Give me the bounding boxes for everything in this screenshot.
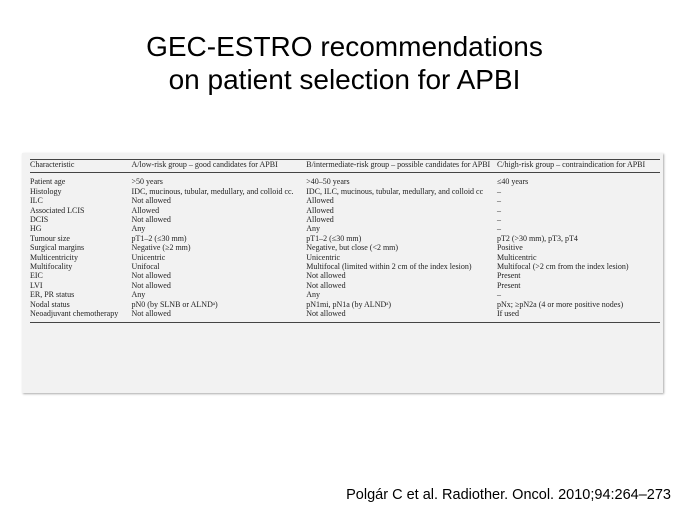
cell-group-a: Negative (≥2 mm) [131, 243, 191, 253]
cell-group-b: Negative, but close (<2 mm) [306, 243, 399, 253]
cell-group-b: Not allowed [306, 280, 346, 290]
cell-group-a: Not allowed [131, 309, 171, 319]
cell-group-c: Present [496, 271, 521, 281]
cell-group-a: >50 years [131, 177, 163, 187]
cell-group-c: – [496, 186, 501, 196]
table-row [30, 206, 660, 215]
cell-group-c: Multifocal (>2 cm from the index lesion) [496, 262, 629, 272]
cell-group-b: >40–50 years [306, 177, 350, 187]
cell-group-c: pT2 (>30 mm), pT3, pT4 [496, 233, 578, 243]
cell-group-b: Allowed [306, 196, 334, 206]
table-row [30, 173, 660, 187]
cell-group-b: IDC, ILC, mucinous, tubular, medullary, and colloid cc [306, 186, 484, 196]
cell-group-c: ≤40 years [496, 177, 529, 187]
cell-characteristic: EIC [30, 271, 43, 281]
cell-characteristic: Tumour size [30, 233, 70, 243]
table-row [30, 196, 660, 205]
cell-characteristic: ER, PR status [30, 290, 75, 300]
cell-group-a: Not allowed [131, 280, 171, 290]
cell-group-a: pN0 (by SLNB or ALNDᵃ) [131, 299, 218, 309]
header-group-b: B/intermediate-risk group – possible candidates for APBI [306, 160, 497, 173]
table-image [22, 153, 663, 393]
citation: Polgár C et al. Radiother. Oncol. 2010;94:264–273 [346, 487, 671, 503]
cell-group-c: – [496, 224, 501, 234]
table-row [30, 290, 660, 299]
cell-group-a: Unicentric [131, 252, 166, 262]
cell-group-a: Not allowed [131, 215, 171, 225]
cell-characteristic: Histology [30, 186, 62, 196]
cell-group-c: If used [496, 309, 519, 319]
table-row [30, 271, 660, 280]
cell-group-c: – [496, 215, 501, 225]
table-row [30, 253, 660, 262]
table-row [30, 234, 660, 243]
title-line-2: on patient selection for APBI [168, 64, 521, 95]
table-row [30, 243, 660, 252]
cell-group-a: Any [131, 224, 146, 234]
table-row [30, 215, 660, 224]
cell-group-c: Positive [496, 243, 523, 253]
cell-group-c: pNx; ≥pN2a (4 or more positive nodes) [496, 299, 624, 309]
criteria-table [30, 159, 660, 323]
cell-group-b: Any [306, 290, 321, 300]
table-row [30, 187, 660, 196]
cell-group-b: pN1mi, pN1a (by ALNDᵃ) [306, 299, 392, 309]
table-row [30, 281, 660, 290]
cell-group-b: Unicentric [306, 252, 341, 262]
cell-characteristic: Patient age [30, 177, 66, 187]
cell-group-b: Multifocal (limited within 2 cm of the index lesion) [306, 262, 472, 272]
cell-characteristic: Neoadjuvant chemotherapy [30, 309, 119, 319]
cell-group-a: Allowed [131, 205, 160, 215]
cell-characteristic: Associated LCIS [30, 205, 85, 215]
cell-characteristic: Surgical margins [30, 243, 85, 253]
title-line-1: GEC-ESTRO recommendations [146, 31, 543, 62]
cell-group-b: Not allowed [306, 271, 346, 281]
header-group-a: A/low-risk group – good candidates for APBI [132, 160, 307, 173]
cell-group-a: Not allowed [131, 271, 171, 281]
table-row [30, 224, 660, 233]
cell-group-a: IDC, mucinous, tubular, medullary, and colloid cc. [131, 186, 294, 196]
cell-group-c: Multicentric [496, 252, 537, 262]
cell-characteristic: ILC [30, 196, 43, 206]
cell-group-c: – [496, 196, 501, 206]
cell-group-a: Not allowed [131, 196, 171, 206]
cell-group-b: pT1–2 (≤30 mm) [306, 233, 362, 243]
cell-group-b: Allowed [306, 205, 334, 215]
cell-group-c: – [496, 290, 501, 300]
cell-group-b: Allowed [306, 215, 334, 225]
cell-characteristic: LVI [30, 280, 43, 290]
cell-group-a: Unifocal [131, 262, 160, 272]
cell-characteristic: DCIS [30, 215, 49, 225]
cell-characteristic: Multifocality [30, 262, 73, 272]
table-row [30, 262, 660, 271]
cell-characteristic: Nodal status [30, 299, 70, 309]
header-group-c: C/high-risk group – contraindication for APBI [497, 160, 660, 173]
header-characteristic: Characteristic [30, 160, 132, 173]
cell-group-a: Any [131, 290, 146, 300]
cell-group-a: pT1–2 (≤30 mm) [131, 233, 187, 243]
cell-group-b: Not allowed [306, 309, 346, 319]
cell-characteristic: Multicentricity [30, 252, 78, 262]
table-row [30, 309, 660, 322]
table-header-row [30, 160, 660, 173]
cell-group-b: Any [306, 224, 321, 234]
cell-characteristic: HG [30, 224, 42, 234]
cell-group-c: – [496, 205, 501, 215]
slide-title [0, 30, 689, 96]
table-row [30, 300, 660, 309]
cell-group-c: Present [496, 280, 521, 290]
